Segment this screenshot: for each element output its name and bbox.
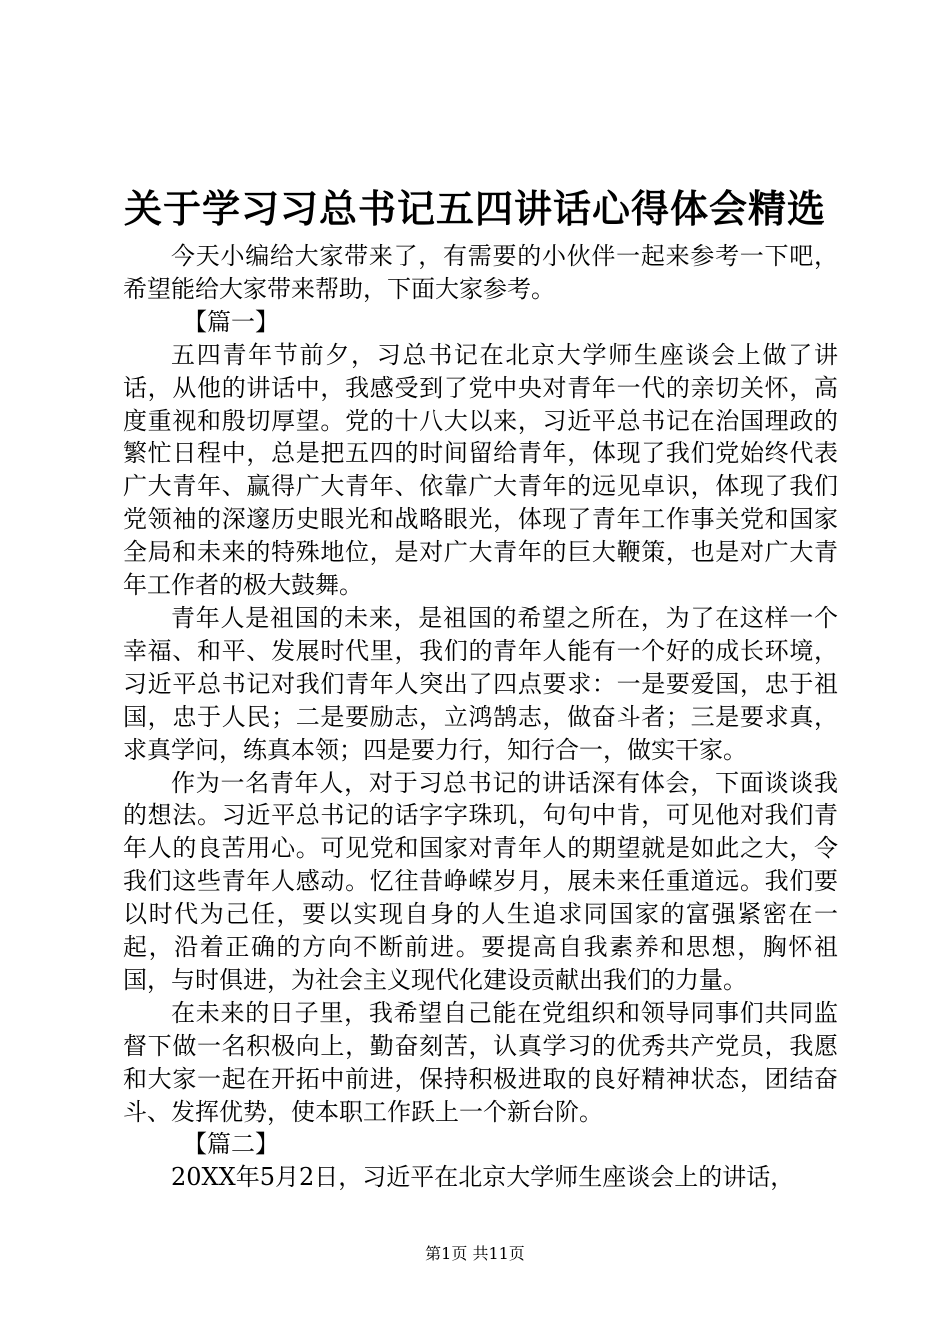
document-body bbox=[123, 240, 838, 1194]
section1-paragraph-2: 青年人是祖国的未来，是祖国的希望之所在，为了在这样一个幸福、和平、发展时代里，我们的青年人能有一个好的成长环境，习近平总书记对我们青年人突出了四点要求：一是要爱国，忠于祖国，忠于人民；二是要励志，立鸿鹄志，做奋斗者；三是要求真，求真学问，练真本领；四是要力行，知行合一，做实干家。 bbox=[123, 603, 838, 764]
section1-paragraph-3: 作为一名青年人，对于习总书记的讲话深有体会，下面谈谈我的想法。习近平总书记的话字字珠玑，句句中肯，可见他对我们青年人的良苦用心。可见党和国家对青年人的期望就是如此之大，令我们这些青年人感动。忆往昔峥嵘岁月，展未来任重道远。我们要以时代为己任，要以实现自身的人生追求同国家的富强紧密在一起，沿着正确的方向不断前进。要提高自我素养和思想，胸怀祖国，与时俱进，为社会主义现代化建设贡献出我们的力量。 bbox=[123, 768, 838, 994]
page-footer: 第1页 共11页 bbox=[425, 1244, 525, 1263]
section1-paragraph-1: 五四青年节前夕，习总书记在北京大学师生座谈会上做了讲话，从他的讲话中，我感受到了党中央对青年一代的亲切关怀，高度重视和殷切厚望。党的十八大以来，习近平总书记在治国理政的繁忙日程中，总是把五四的时间留给青年，体现了我们党始终代表广大青年、赢得广大青年、依靠广大青年的远见卓识，体现了我们党领袖的深邃历史眼光和战略眼光，体现了青年工作事关党和国家全局和未来的特殊地位，是对广大青年的巨大鞭策，也是对广大青年工作者的极大鼓舞。 bbox=[123, 340, 838, 600]
document-title: 关于学习习总书记五四讲话心得体会精选 bbox=[123, 186, 826, 231]
section-heading-1: 【篇一】 bbox=[183, 307, 279, 336]
intro-paragraph: 今天小编给大家带来了，有需要的小伙伴一起来参考一下吧，希望能给大家带来帮助，下面大家参考。 bbox=[123, 242, 838, 303]
section2-paragraph-1: 20XX年5月2日，习近平在北京大学师生座谈会上的讲话， bbox=[171, 1163, 795, 1192]
section1-paragraph-4: 在未来的日子里，我希望自己能在党组织和领导同事们共同监督下做一名积极向上，勤奋刻苦，认真学习的优秀共产党员，我愿和大家一起在开拓中前进，保持积极进取的良好精神状态，团结奋斗、发挥优势，使本职工作跃上一个新台阶。 bbox=[123, 998, 838, 1126]
section-heading-2: 【篇二】 bbox=[183, 1130, 279, 1159]
